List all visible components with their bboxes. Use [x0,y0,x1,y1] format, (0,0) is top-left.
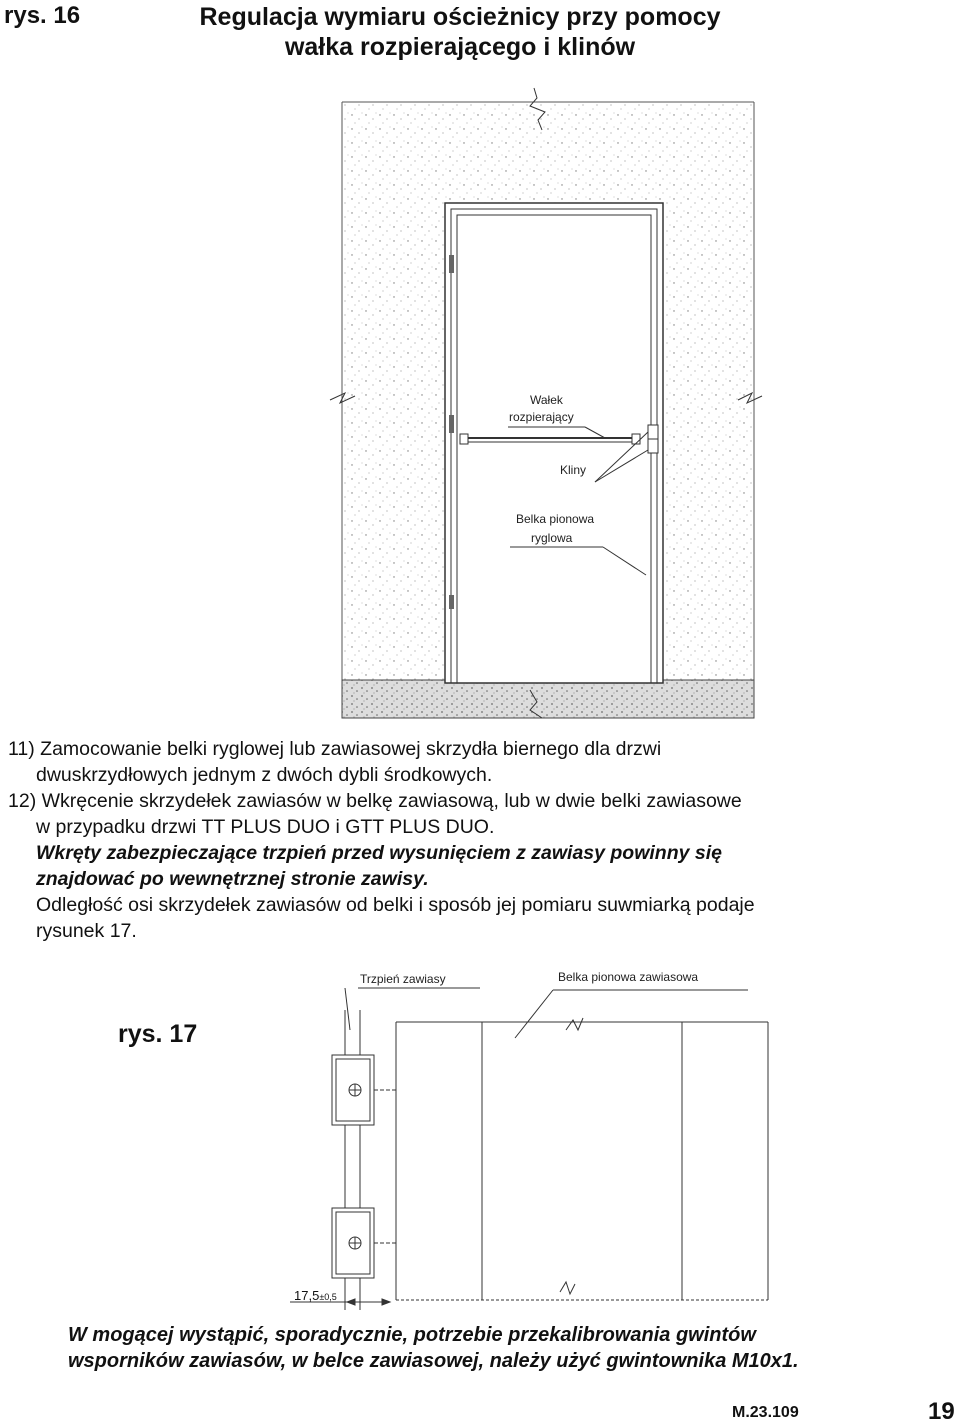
beam-label-line-2: ryglowa [531,531,573,545]
rod-label-line-2: rozpierający [509,410,574,424]
figure-17-hinge-drawing [0,980,960,1320]
hinge-pin [332,1010,396,1310]
hinge-beam [396,1018,768,1300]
figure-16-door-drawing [0,70,960,730]
warning-line-2: znajdować po wewnętrznej stronie zawisy. [36,868,429,890]
dimension-label [294,1288,337,1303]
note-line-1: W mogącej wystąpić, sporadycznie, potrzebie przekalibrowania gwintów [68,1324,756,1346]
instructions [8,736,952,944]
dimension-tolerance: ±0,5 [319,1292,337,1302]
warning-line-1: Wkręty zabezpieczające trzpień przed wysunięciem z zawiasy powinny się [36,842,722,864]
distance-line-2: rysunek 17. [36,920,137,942]
figure-16-label: rys. 16 [4,2,81,29]
hinge-pin-label: Trzpień zawiasy [360,972,446,986]
floor [342,680,754,718]
door-frame [445,203,663,683]
document-code: M.23.109 [732,1404,799,1421]
hinge-beam-label: Belka pionowa zawiasowa [558,970,699,984]
note-line-2: wsporników zawiasów, w belce zawiasowej, należy użyć gwintownika M10x1. [68,1350,799,1372]
figure-17-label: rys. 17 [118,1020,198,1048]
rod-label-line-1: Wałek [530,393,563,407]
beam-label-line-1: Belka pionowa [516,512,595,526]
distance-line-1: Odległość osi skrzydełek zawiasów od belki i sposób jej pomiaru suwmiarką podaje [36,894,755,916]
figure-16-title [140,2,780,62]
calibration-note [68,1322,948,1374]
item-12-line-2: w przypadku drzwi TT PLUS DUO i GTT PLUS DUO. [36,816,495,838]
wedges-label: Kliny [560,463,587,477]
page-number: 19 [928,1398,955,1425]
wedges [648,425,658,453]
item-11-line-1: 11) Zamocowanie belki ryglowej lub zawiasowej skrzydła biernego dla drzwi [8,738,662,760]
figure-16-title-line-1: Regulacja wymiaru ościeżnicy przy pomocy [199,3,721,31]
item-11-line-2: dwuskrzydłowych jednym z dwóch dybli środkowych. [36,764,493,786]
item-12-line-1: 12) Wkręcenie skrzydełek zawiasów w belkę zawiasową, lub w dwie belki zawiasowe [8,790,742,812]
fig17-leaders [345,988,748,1038]
dimension-value: 17,5 [294,1288,320,1303]
figure-16-title-line-2: wałka rozpierającego i klinów [284,33,636,61]
